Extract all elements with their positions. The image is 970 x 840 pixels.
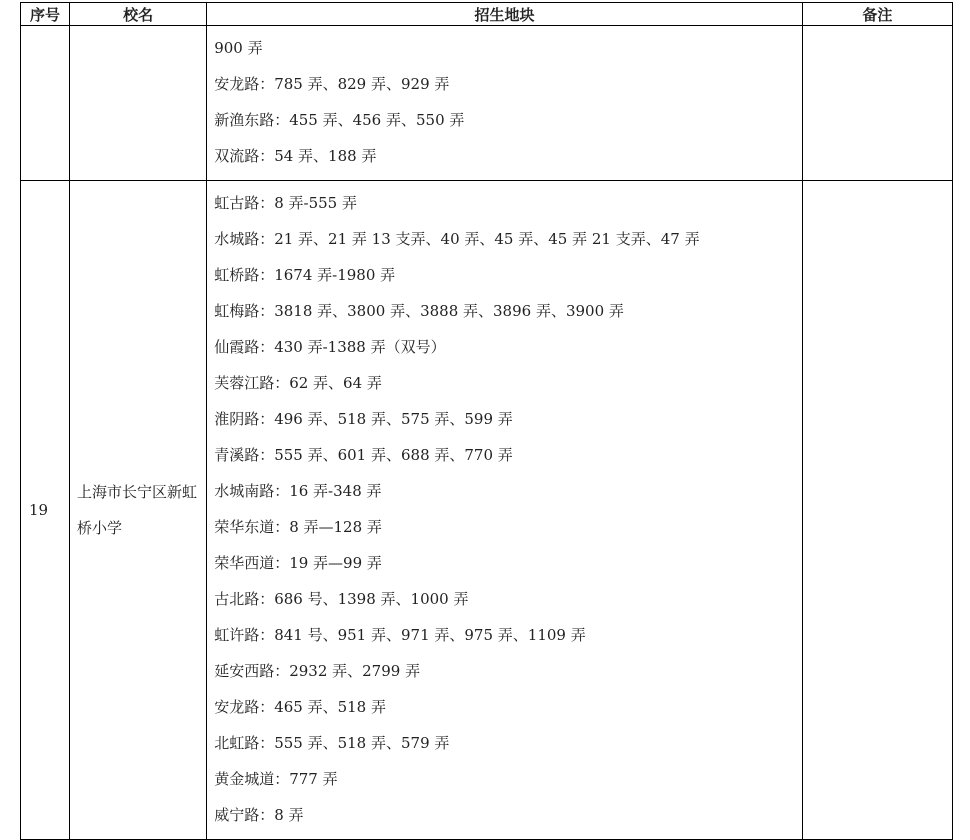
header-no: 序号 [21, 3, 70, 26]
area-line: 水城路：21 弄、21 弄 13 支弄、40 弄、45 弄、45 弄 21 支弄、47 弄 [214, 230, 700, 248]
area-line: 淮阴路：496 弄、518 弄、575 弄、599 弄 [214, 410, 513, 428]
enrollment-table [20, 2, 953, 840]
area-line: 安龙路：465 弄、518 弄 [214, 698, 386, 716]
header-areas: 招生地块 [207, 3, 803, 26]
area-line: 青溪路：555 弄、601 弄、688 弄、770 弄 [214, 446, 513, 464]
area-line: 北虹路：555 弄、518 弄、579 弄 [214, 734, 450, 752]
area-line: 仙霞路：430 弄-1388 弄（双号） [214, 338, 446, 356]
header-row [21, 3, 953, 26]
area-line: 荣华西道：19 弄—99 弄 [214, 554, 382, 572]
area-line: 威宁路：8 弄 [214, 806, 304, 824]
area-line: 虹梅路：3818 弄、3800 弄、3888 弄、3896 弄、3900 弄 [214, 302, 624, 320]
area-line: 双流路：54 弄、188 弄 [214, 147, 377, 165]
area-line: 虹桥路：1674 弄-1980 弄 [214, 266, 396, 284]
table-row [21, 26, 953, 181]
school-name [70, 26, 207, 181]
area-line: 安龙路：785 弄、829 弄、929 弄 [214, 75, 450, 93]
area-line: 荣华东道：8 弄—128 弄 [214, 518, 382, 536]
area-line: 虹古路：8 弄-555 弄 [214, 194, 357, 212]
areas-cell [207, 181, 803, 840]
area-line: 900 弄 [214, 39, 263, 57]
area-line: 古北路：686 号、1398 弄、1000 弄 [214, 590, 469, 608]
area-line: 水城南路：16 弄-348 弄 [214, 482, 382, 500]
area-line: 黄金城道：777 弄 [214, 770, 338, 788]
area-line: 芙蓉江路：62 弄、64 弄 [214, 374, 382, 392]
header-note: 备注 [802, 3, 952, 26]
table-row [21, 181, 953, 840]
area-line: 新渔东路：455 弄、456 弄、550 弄 [214, 111, 465, 129]
row-number: 19 [21, 181, 70, 840]
note-cell [802, 26, 952, 181]
areas-cell [207, 26, 803, 181]
area-line: 延安西路：2932 弄、2799 弄 [214, 662, 421, 680]
school-name: 上海市长宁区新虹桥小学 [70, 181, 207, 840]
header-name: 校名 [70, 3, 207, 26]
note-cell [802, 181, 952, 840]
area-line: 虹许路：841 号、951 弄、971 弄、975 弄、1109 弄 [214, 626, 586, 644]
row-number [21, 26, 70, 181]
